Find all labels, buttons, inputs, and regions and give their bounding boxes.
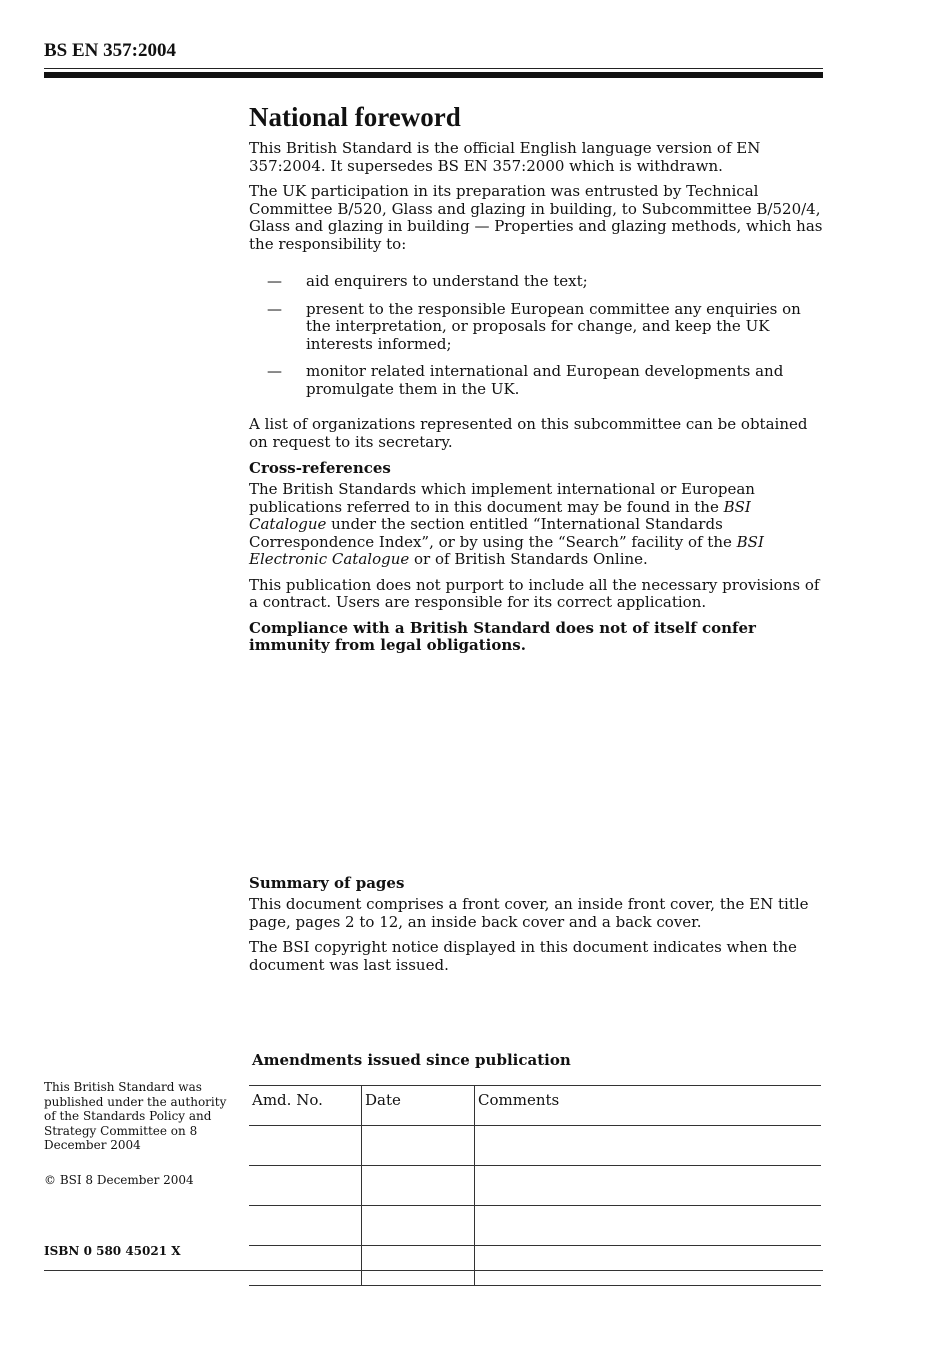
amendments-title: Amendments issued since publication [252, 1051, 571, 1069]
table-row [249, 1126, 821, 1166]
participation-paragraph: The UK participation in its preparation was entrusted by Technical Committee B/520, Glass and glazing in building, to Subcommittee B/520/4, Glass and glazing in building — Properties and glazing methods, which has the responsibility to: [249, 182, 823, 253]
dash-marker: — [267, 299, 282, 318]
publication-sidebar [44, 1080, 229, 1207]
bsi-catalogue-title: BSI Catalogue [249, 497, 751, 533]
copyright-line: © BSI 8 December 2004 [44, 1172, 194, 1187]
provisions-paragraph: This publication does not purport to include all the necessary provisions of a contract. Users are responsible for its correct application. [249, 575, 820, 611]
document-id: BS EN 357:2004 [44, 40, 176, 61]
column-header-comments: Comments [475, 1086, 822, 1126]
list-item: — aid enquirers to understand the text; [267, 272, 588, 290]
national-foreword-section [249, 100, 827, 663]
page-title: National foreword [249, 102, 461, 132]
list-item: — present to the responsible European committee any enquiries on the interpretation, or proposals for change, and keep the UK interests informed; [267, 299, 801, 353]
column-header-amd-no: Amd. No. [249, 1086, 362, 1126]
table-row [249, 1166, 821, 1206]
copyright-notice-paragraph: The BSI copyright notice displayed in this document indicates when the document was last issued. [249, 938, 797, 974]
list-item: — monitor related international and European developments and promulgate them in the UK. [267, 362, 784, 398]
responsibility-list [249, 273, 827, 398]
cross-references-heading: Cross-references [249, 459, 391, 477]
dash-marker: — [267, 272, 282, 290]
footer-rule [44, 1270, 823, 1271]
table-row [249, 1206, 821, 1246]
column-header-date: Date [362, 1086, 475, 1126]
intro-paragraph: This British Standard is the official English language version of EN 357:2004. It supersedes BS EN 357:2000 which is withdrawn. [249, 139, 761, 175]
amendments-table [249, 1085, 821, 1286]
header-rule-thick [44, 72, 823, 78]
table-header-row [249, 1086, 821, 1126]
isbn: ISBN 0 580 45021 X [44, 1244, 181, 1258]
compliance-statement: Compliance with a British Standard does not of itself confer immunity from legal obligations. [249, 618, 756, 654]
cross-references-paragraph: The British Standards which implement international or European publications referred to in this document may be found in the BSI Catalogue under the section entitled “International Standards Correspondence Index”, or by using the “Search” facility of the BSI Electronic Catalogue or of British Standards Online. [249, 480, 764, 568]
authority-statement: This British Standard was published under the authority of the Standards Policy and Strategy Committee on 8 December 2004 [44, 1080, 227, 1152]
dash-marker: — [267, 362, 282, 380]
summary-of-pages-section [249, 874, 829, 982]
table-row [249, 1246, 821, 1286]
header-rule-thin [44, 68, 823, 69]
bsi-electronic-catalogue-title: BSI Electronic Catalogue [249, 532, 764, 568]
summary-paragraph: This document comprises a front cover, an inside front cover, the EN title page, pages 2 to 12, an inside back cover and a back cover. [249, 895, 809, 931]
organizations-paragraph: A list of organizations represented on this subcommittee can be obtained on request to its secretary. [249, 415, 808, 451]
summary-heading: Summary of pages [249, 874, 405, 892]
